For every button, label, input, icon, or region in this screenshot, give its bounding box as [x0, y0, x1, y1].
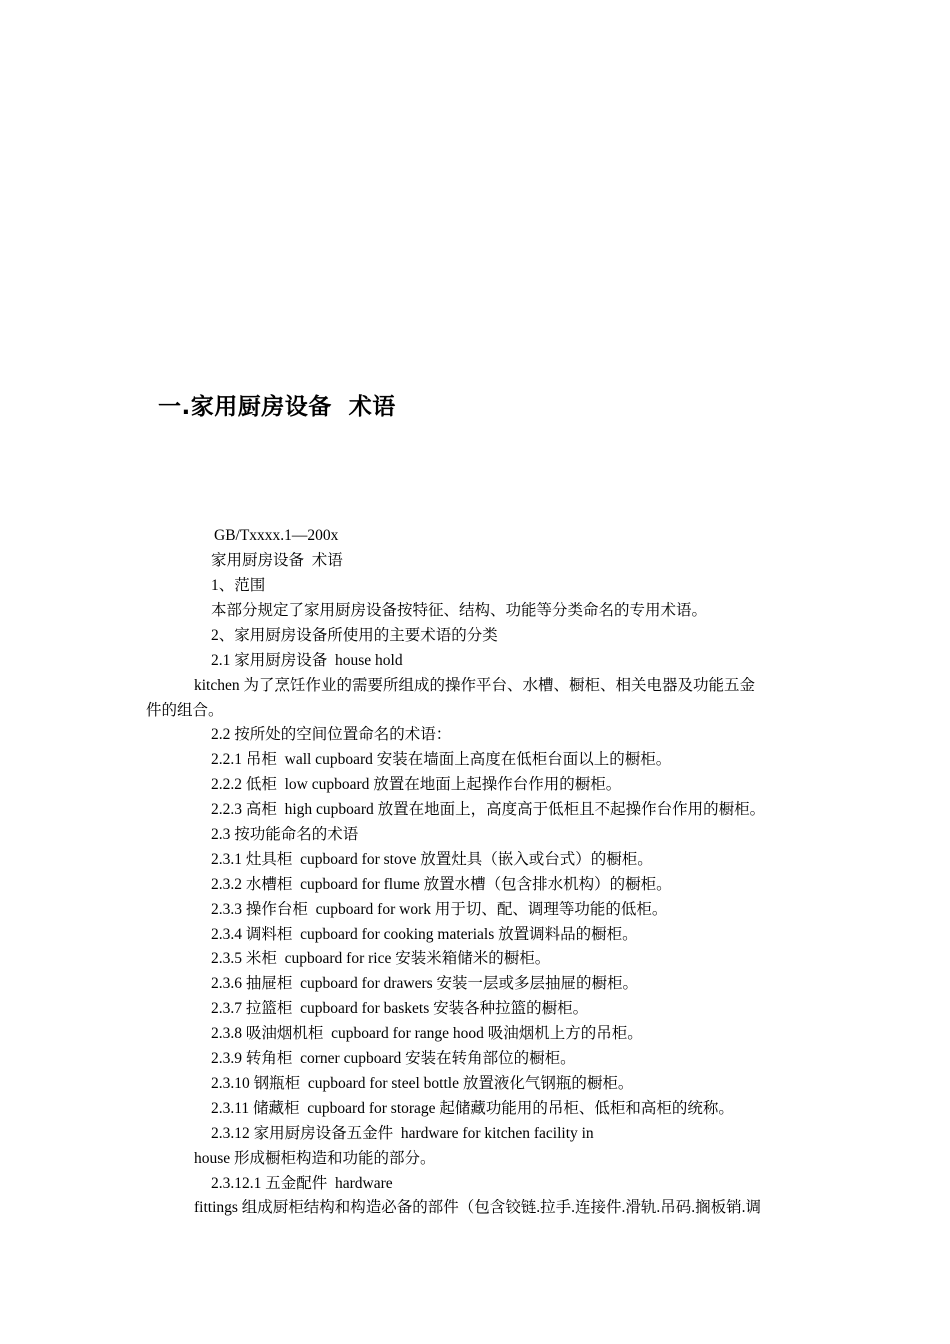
section-heading: 一.家用厨房设备 术语 — [158, 394, 396, 420]
term-2-3-12-definition: house 形成橱柜构造和功能的部分。 — [194, 1150, 436, 1167]
section-2-3: 2.3 按功能命名的术语 — [211, 826, 359, 843]
section-scope: 1、范围 — [211, 577, 266, 594]
term-2-3-2: 2.3.2 水槽柜 cupboard for flume 放置水槽（包含排水机构）的橱柜。 — [211, 876, 672, 893]
term-2-3-4: 2.3.4 调料柜 cupboard for cooking materials 放置调料品的橱柜。 — [211, 926, 638, 943]
term-2-2-2: 2.2.2 低柜 low cupboard 放置在地面上起操作台作用的橱柜。 — [211, 776, 622, 793]
scope-text: 本部分规定了家用厨房设备按特征、结构、功能等分类命名的专用术语。 — [211, 602, 708, 619]
section-classification: 2、家用厨房设备所使用的主要术语的分类 — [211, 627, 498, 644]
section-2-2: 2.2 按所处的空间位置命名的术语： — [211, 726, 452, 743]
term-2-3-5: 2.3.5 米柜 cupboard for rice 安装米箱储米的橱柜。 — [211, 950, 551, 967]
term-2-2-3: 2.2.3 高柜 high cupboard 放置在地面上，高度高于低柜且不起操作台作用的橱柜。 — [211, 801, 766, 818]
term-2-3-12-1-definition: fittings 组成厨柜结构和构造必备的部件（包含铰链.拉手.连接件.滑轨.吊码.搁板销.调 — [194, 1199, 762, 1216]
term-2-3-8: 2.3.8 吸油烟机柜 cupboard for range hood 吸油烟机上方的吊柜。 — [211, 1025, 643, 1042]
term-2-3-7: 2.3.7 拉篮柜 cupboard for baskets 安装各种拉篮的橱柜。 — [211, 1000, 589, 1017]
term-2-1-definition-cont: 件的组合。 — [146, 702, 224, 719]
term-2-3-11: 2.3.11 储藏柜 cupboard for storage 起储藏功能用的吊柜、低柜和高柜的统称。 — [211, 1100, 734, 1117]
term-2-3-10: 2.3.10 钢瓶柜 cupboard for steel bottle 放置液化气钢瓶的橱柜。 — [211, 1075, 634, 1092]
standard-number: GB/Txxxx.1—200x — [214, 527, 339, 544]
standard-title: 家用厨房设备 术语 — [211, 552, 343, 569]
term-2-3-12-1: 2.3.12.1 五金配件 hardware — [211, 1175, 393, 1192]
term-2-3-6: 2.3.6 抽屉柜 cupboard for drawers 安装一层或多层抽屉的橱柜。 — [211, 975, 639, 992]
term-2-3-1: 2.3.1 灶具柜 cupboard for stove 放置灶具（嵌入或台式）的橱柜。 — [211, 851, 653, 868]
term-2-1-definition: kitchen 为了烹饪作业的需要所组成的操作平台、水槽、橱柜、相关电器及功能五金 — [194, 677, 755, 694]
term-2-3-3: 2.3.3 操作台柜 cupboard for work 用于切、配、调理等功能的低柜。 — [211, 901, 668, 918]
term-2-3-12: 2.3.12 家用厨房设备五金件 hardware for kitchen facility in — [211, 1125, 594, 1142]
term-2-3-9: 2.3.9 转角柜 corner cupboard 安装在转角部位的橱柜。 — [211, 1050, 576, 1067]
term-2-1: 2.1 家用厨房设备 house hold — [211, 652, 403, 669]
term-2-2-1: 2.2.1 吊柜 wall cupboard 安装在墙面上高度在低柜台面以上的橱柜。 — [211, 751, 672, 768]
